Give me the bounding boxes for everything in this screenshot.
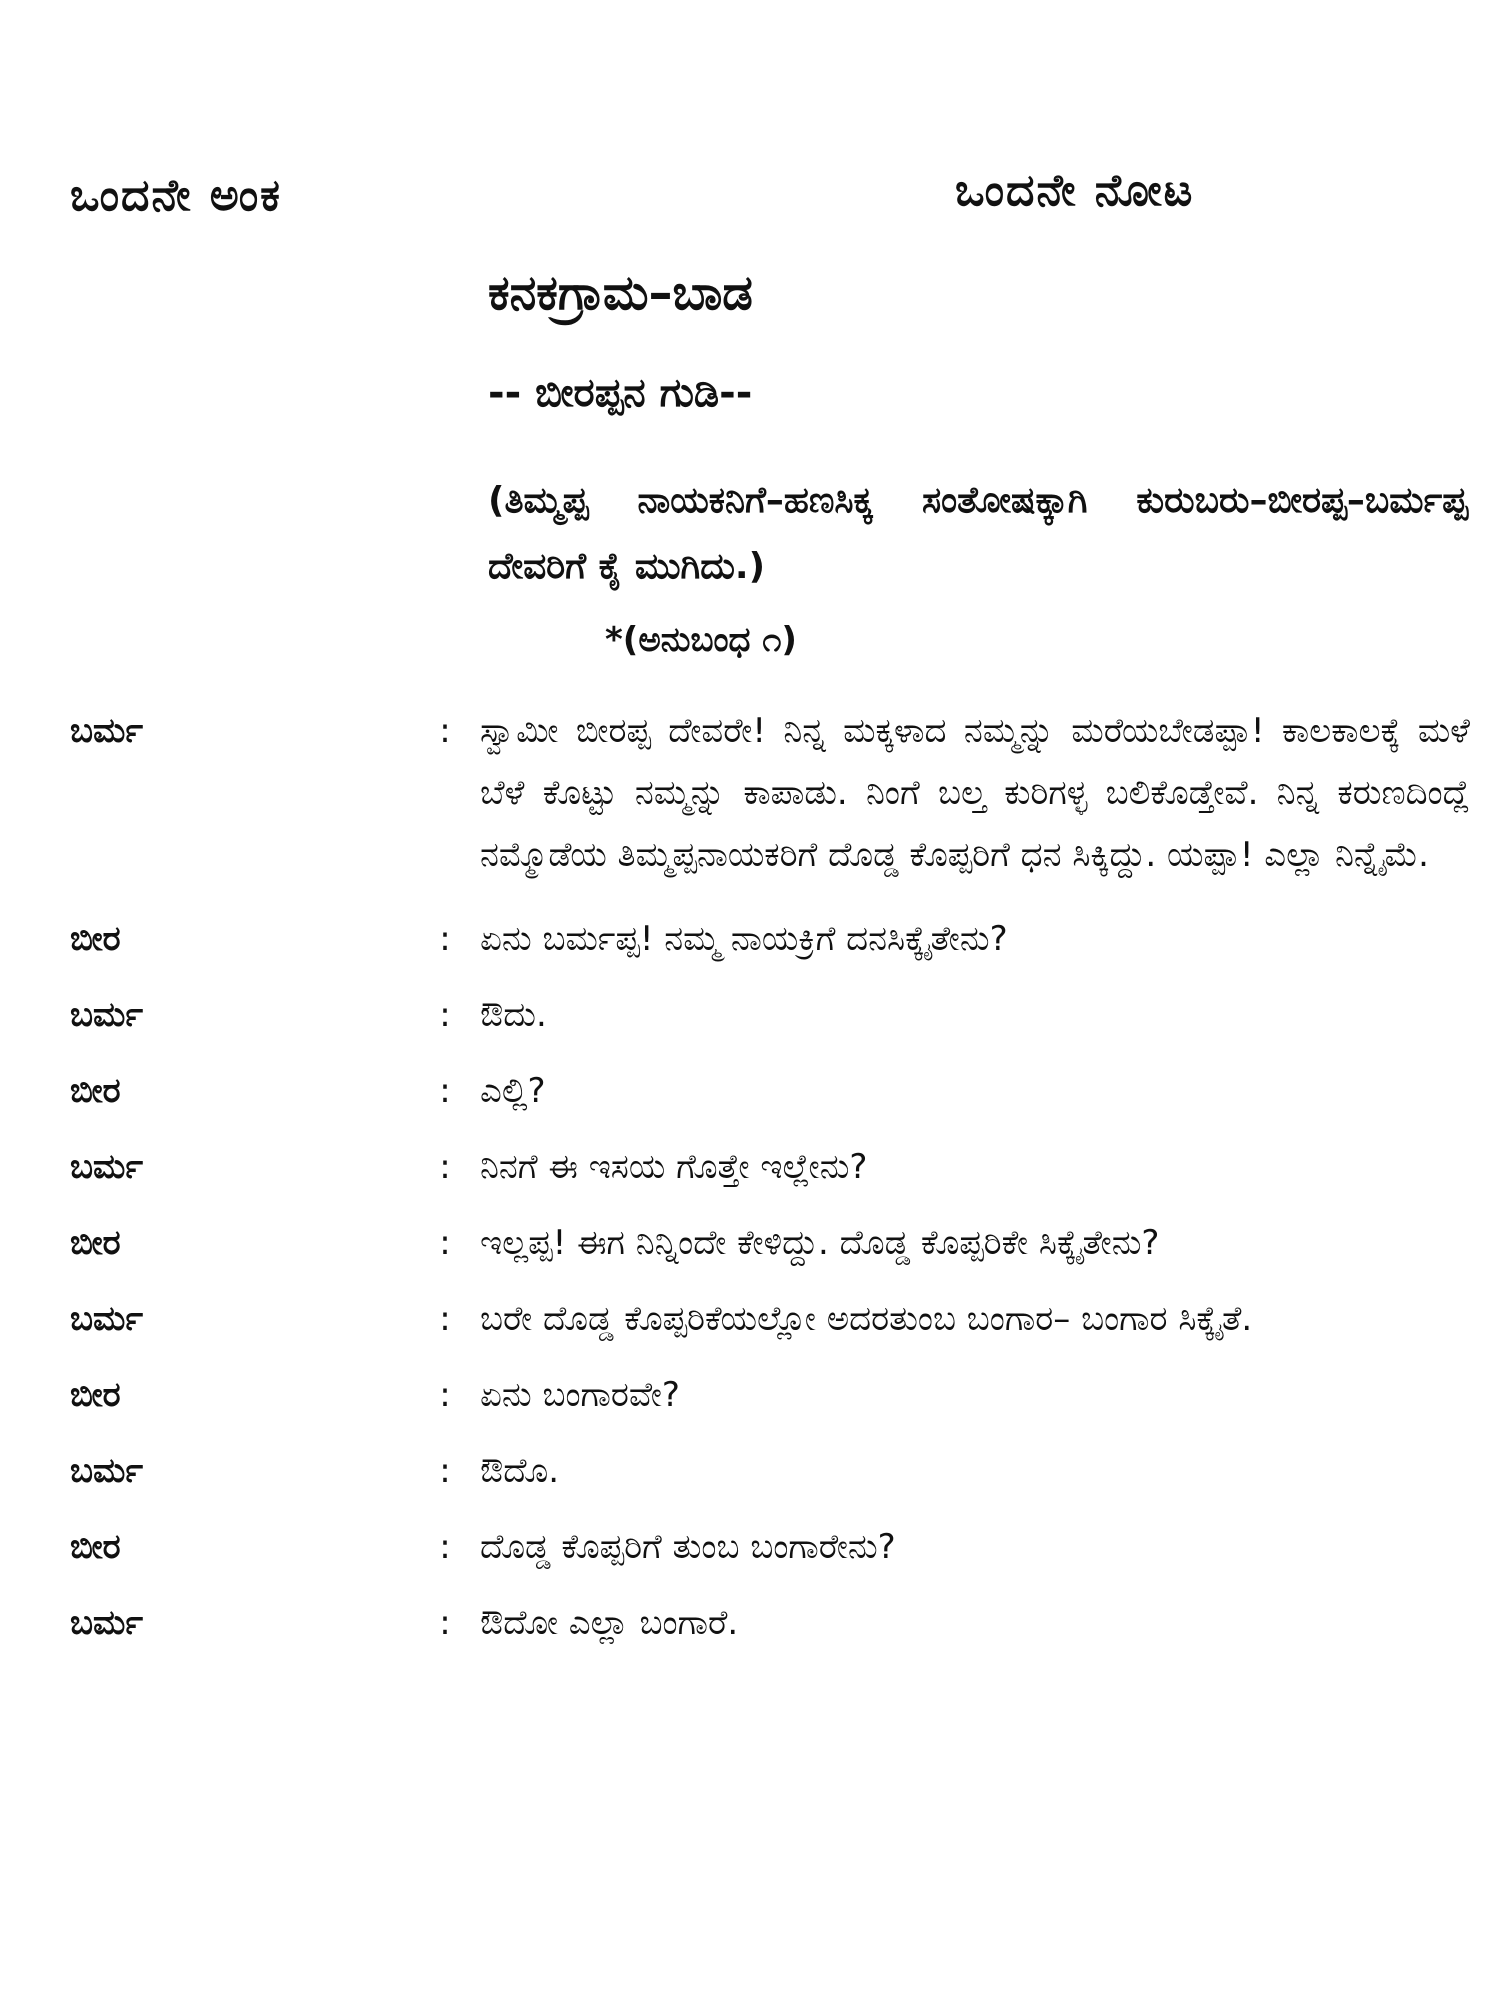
speaker-name: ಬೀರ	[70, 1223, 121, 1263]
dialogue-row	[70, 1060, 1470, 1122]
speaker-name: ಬರ್ಮ	[70, 1451, 143, 1491]
dialogue-row	[70, 1212, 1470, 1274]
dialogue-line: ಬರೇ ದೊಡ್ಡ ಕೊಪ್ಪರಿಕೆಯಲ್ಲೋ ಅದರತುಂಬ ಬಂಗಾರ– ಬಂಗಾರ ಸಿಕ್ಕೈತೆ.	[480, 1299, 1253, 1339]
speaker-name: ಬೀರ	[70, 919, 121, 959]
speaker-name: ಬರ್ಮ	[70, 1603, 143, 1643]
speaker-name: ಬೀರ	[70, 1071, 121, 1111]
speaker-name: ಬರ್ಮ	[70, 1147, 143, 1187]
dialogue-line: ನಿನಗೆ ಈ ಇಸಯ ಗೊತ್ತೇ ಇಲ್ಲೇನು?	[480, 1147, 868, 1187]
dialogue-line: ಔದೋ ಎಲ್ಲಾ ಬಂಗಾರೆ.	[480, 1603, 739, 1643]
scene-subtitle: -- ಬೀರಪ್ಪನ ಗುಡಿ--	[488, 370, 753, 416]
dialogue-row	[70, 1364, 1470, 1426]
dialogue-line: ಎಲ್ಲಿ?	[480, 1071, 546, 1111]
speaker-name: ಬೀರ	[70, 1375, 121, 1415]
dialogue-line: ಔದೊ.	[480, 1451, 560, 1491]
dialogue-line: ಏನು ಬರ್ಮಪ್ಪ! ನಮ್ಮ ನಾಯಕ್ರಿಗೆ ದನಸಿಕ್ಕೈತೇನು?	[480, 919, 1008, 959]
dialogue-row	[70, 1592, 1470, 1654]
colon-separator: :	[439, 995, 451, 1035]
colon-separator: :	[439, 1451, 451, 1491]
colon-separator: :	[439, 1375, 451, 1415]
colon-separator: :	[439, 711, 451, 751]
dialogue-line: ಔದು.	[480, 995, 547, 1035]
colon-separator: :	[439, 1299, 451, 1339]
dialogue-row	[70, 1288, 1470, 1350]
speaker-name: ಬರ್ಮ	[70, 995, 143, 1035]
colon-separator: :	[439, 1071, 451, 1111]
dialogue-line: ದೊಡ್ಡ ಕೊಪ್ಪರಿಗೆ ತುಂಬ ಬಂಗಾರೇನು?	[480, 1527, 896, 1567]
speaker-name: ಬರ್ಮ	[70, 1299, 143, 1339]
stage-direction: (ತಿಮ್ಮಪ್ಪ ನಾಯಕನಿಗೆ–ಹಣಸಿಕ್ಕ ಸಂತೋಷಕ್ಕಾಗಿ ಕುರುಬರು–ಬೀರಪ್ಪ–ಬರ್ಮಪ್ಪ ದೇವರಿಗೆ ಕೈ ಮುಗಿದು.)	[488, 480, 1468, 587]
dialogue-row	[70, 1136, 1470, 1198]
dialogue-row	[70, 908, 1470, 970]
dialogue-line: ಇಲ್ಲಪ್ಪ! ಈಗ ನಿನ್ನಿಂದೇ ಕೇಳಿದ್ದು. ದೊಡ್ಡ ಕೊಪ್ಪರಿಕೇ ಸಿಕ್ಕೈತೇನು?	[480, 1223, 1160, 1263]
dialogue-row	[70, 1516, 1470, 1578]
scene-heading: ಒಂದನೇ ನೋಟ	[955, 165, 1195, 216]
appendix-note: *(ಅನುಬಂಧ ೧)	[605, 620, 797, 660]
colon-separator: :	[439, 1527, 451, 1567]
colon-separator: :	[439, 1223, 451, 1263]
dialogue-row	[70, 1440, 1470, 1502]
act-heading: ಒಂದನೇ ಅಂಕ	[70, 170, 282, 221]
speaker-name: ಬೀರ	[70, 1527, 121, 1567]
scene-title: ಕನಕಗ್ರಾಮ–ಬಾಡ	[488, 265, 753, 321]
colon-separator: :	[439, 1147, 451, 1187]
colon-separator: :	[439, 919, 451, 959]
dialogue-line: ಸ್ವಾಮೀ ಬೀರಪ್ಪ ದೇವರೇ! ನಿನ್ನ ಮಕ್ಕಳಾದ ನಮ್ಮನ್ನು ಮರೆಯಬೇಡಪ್ಪಾ! ಕಾಲಕಾಲಕ್ಕೆ ಮಳೆ ಬೆಳೆ ಕೊಟ್ಟು ನಮ್ಮನ್ನು ಕಾಪಾಡು. ನಿಂಗೆ ಬಲ್ತ ಕುರಿಗಳ್ಳ ಬಲಿಕೊಡ್ತೇವೆ. ನಿನ್ನ ಕರುಣದಿಂದ್ಲೆ ನಮ್ಮೊಡೆಯ ತಿಮ್ಮಪ್ಪನಾಯಕರಿಗೆ ದೊಡ್ಡ ಕೊಪ್ಪರಿಗೆ ಧನ ಸಿಕ್ಕಿದ್ದು. ಯಪ್ಪಾ! ಎಲ್ಲಾ ನಿನ್ನೈಮೆ.	[480, 711, 1470, 875]
dialogue	[70, 700, 1470, 1668]
speaker-name: ಬರ್ಮ	[70, 711, 143, 751]
dialogue-row	[70, 700, 1470, 886]
colon-separator: :	[439, 1603, 451, 1643]
dialogue-line: ಏನು ಬಂಗಾರವೇ?	[480, 1375, 680, 1415]
dialogue-row	[70, 984, 1470, 1046]
